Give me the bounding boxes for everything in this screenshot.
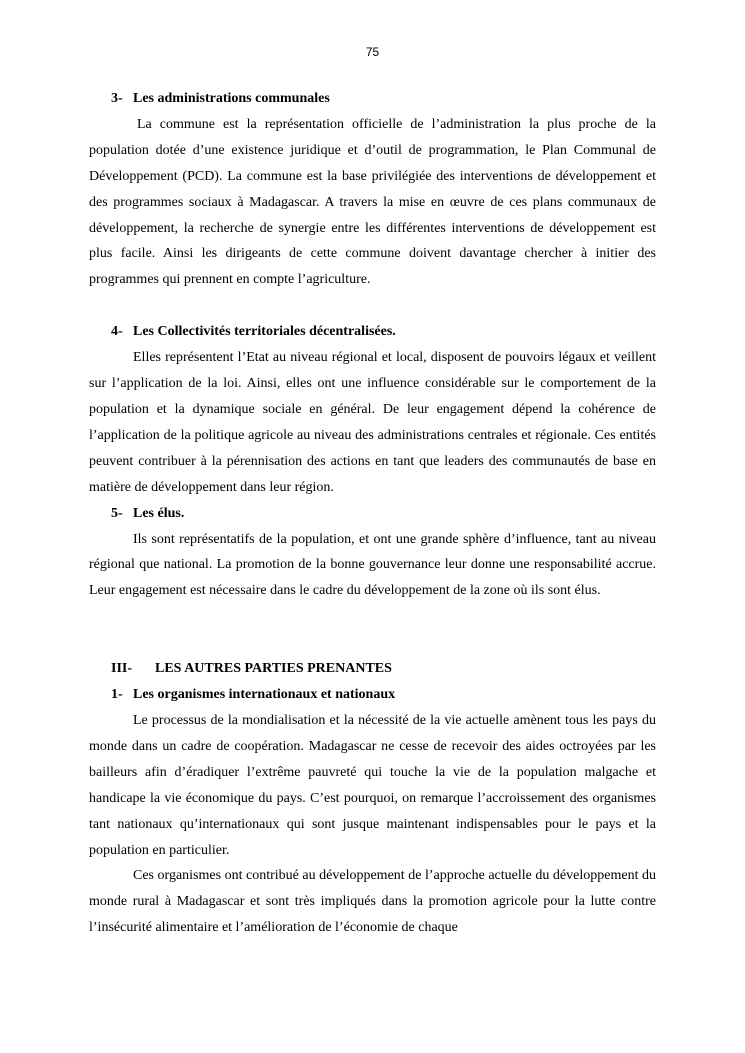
section-heading-4 [89,319,656,345]
page-content [89,86,656,941]
section-title: Les organismes internationaux et nationaux [133,687,396,703]
section-number: 3- [111,91,123,106]
body-paragraph: Elles représentent l’Etat au niveau régional et local, disposent de pouvoirs légaux et veillent sur l’application de la loi. Ainsi, elles ont une influence considérable sur le comportement de la population et la dynamique sociale en général. De leur engagement dépend la cohérence de l’application de la politique agricole au niveau des administrations centrales et régionale. Ces entités peuvent contribuer à la pérennisation des actions en tant que leaders des communautés de base en matière de développement dans leur région. [89,350,656,495]
section-title: Les Collectivités territoriales décentralisées. [133,324,396,340]
section-heading-5 [89,501,656,527]
part-heading-iii [89,656,656,682]
section-heading-3 [89,86,656,112]
section-number: 1- [111,687,123,703]
part-number: III- [111,661,133,677]
section-heading-1 [89,682,656,708]
body-paragraph: Ils sont représentatifs de la population, et ont une grande sphère d’influence, tant au niveau régional que national. La promotion de la bonne gouvernance leur donne une responsabilité accrue. Leur engagement est nécessaire dans le cadre du développement de la zone où ils sont élus. [89,531,656,599]
spacer [89,604,656,656]
section-title: Les administrations communales [133,91,330,106]
section-number: 5- [111,505,123,521]
section-title: Les élus. [133,505,185,521]
page-number: 75 [365,45,380,59]
body-paragraph: Le processus de la mondialisation et la nécessité de la vie actuelle amènent tous les pays du monde dans un cadre de coopération. Madagascar ne cesse de recevoir des aides octroyées par les bailleurs afin d’éradiquer l’extrême pauvreté qui touche la vie de la population malgache et handicape la vie économique du pays. C’est pourquoi, on remarque l’accroissement des organismes tant nationaux qu’internationaux qui sont jusque maintenant indispensables pour le pays et la population en particulier. [89,713,656,858]
spacer [89,293,656,319]
part-title: LES AUTRES PARTIES PRENANTES [155,661,392,677]
body-paragraph: La commune est la représentation officielle de l’administration la plus proche de la population dotée d’une existence juridique et d’outil de programmation, le Plan Communal de Développement (PCD). La commune est la base privilégiée des interventions de développement et des programmes sociaux à Madagascar. A travers la mise en œuvre de ces plans communaux de développement, la recherche de synergie entre les différentes interventions de développement est plus facile. Ainsi les dirigeants de cette commune doivent davantage chercher à initier des programmes qui prennent en compte l’agriculture. [89,116,656,288]
section-number: 4- [111,324,123,340]
body-paragraph: Ces organismes ont contribué au développement de l’approche actuelle du développement du monde rural à Madagascar et sont très impliqués dans la promotion agricole pour la lutte contre l’insécurité alimentaire et l’amélioration de l’économie de chaque [89,868,656,936]
